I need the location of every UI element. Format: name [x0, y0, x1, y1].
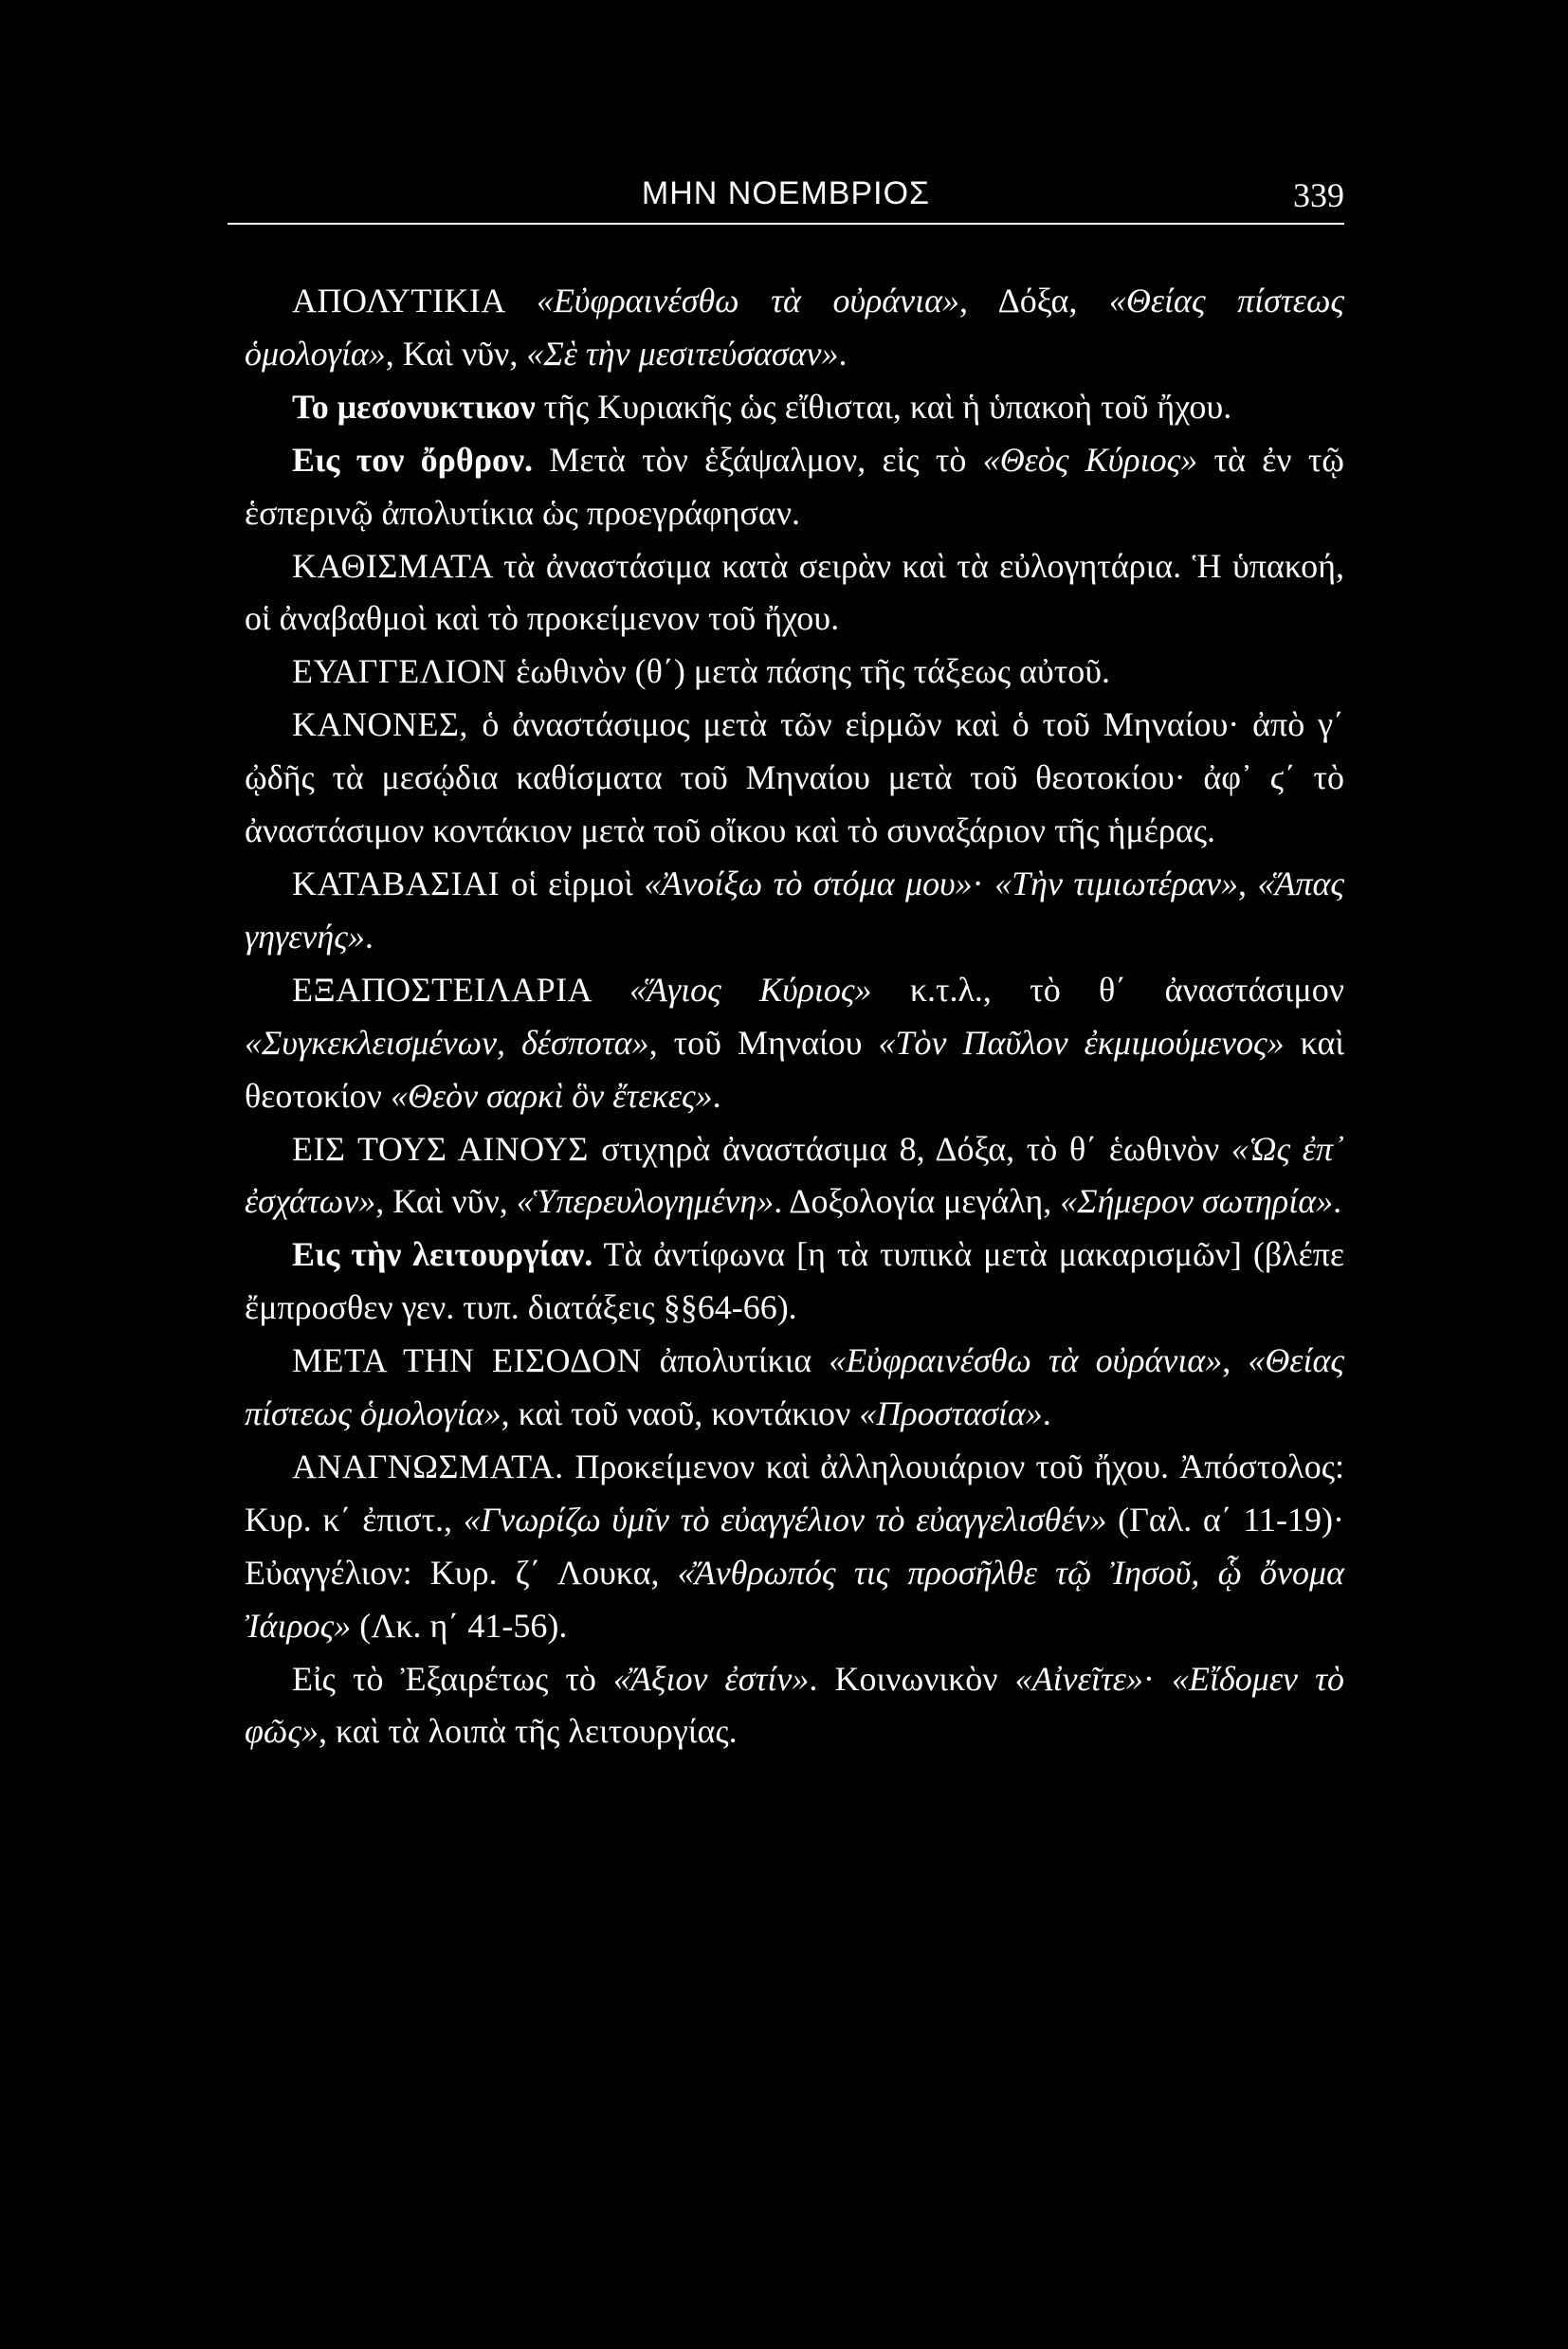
paragraph — [245, 540, 1344, 646]
rubric-label: ΕΙΣ ΤΟΥΣ ΑΙΝΟΥΣ — [292, 1129, 602, 1168]
hymn-incipit: «Ἄξιον ἐστίν» — [613, 1659, 810, 1698]
text-run: Μετὰ τὸν ἑξάψαλμον, εἰς τὸ — [533, 440, 983, 479]
text-run: Προκείμενον καὶ ἀλληλουιάριον τοῦ ἤχου. Ἀπόστολος: Κυρ. κ΄ ἐπιστ., — [245, 1447, 1344, 1539]
running-head — [228, 166, 1344, 225]
rubric-label: ΑΝΑΓΝΩΣΜΑΤΑ. — [292, 1447, 575, 1485]
paragraph — [245, 646, 1344, 699]
hymn-incipit: «Εἴδομεν τὸ φῶς» — [245, 1659, 1344, 1751]
text-run: Τὰ ἀντίφωνα [η τὰ τυπικὰ μετὰ μακαρισμῶν] (βλέπε ἔμπροσθεν γεν. τυπ. διατάξεις §§64-66). — [245, 1235, 1344, 1327]
paragraph — [245, 1229, 1344, 1335]
text-run: , Καὶ νῦν, — [385, 334, 527, 373]
section-heading: Εις τὴν λειτουργίαν. — [292, 1235, 593, 1274]
hymn-incipit: «Θεὸν σαρκὶ ὃν ἔτεκες» — [390, 1076, 713, 1115]
paragraph — [245, 275, 1344, 381]
text-run: , καὶ τὰ λοιπὰ τῆς λειτουργίας. — [318, 1712, 738, 1751]
text-run: . Κοινωνικὸν — [809, 1659, 1015, 1698]
paragraph — [245, 858, 1344, 964]
hymn-incipit: «Θείας πίστεως ὁμολογία» — [245, 1341, 1345, 1433]
hymn-incipit: «Σὲ τὴν μεσιτεύσασαν» — [526, 334, 839, 373]
text-run: Εἰς τὸ Ἐξαιρέτως τὸ — [292, 1659, 614, 1698]
rubric-label: ΜΕΤΑ ΤΗΝ ΕΙΣΟΔΟΝ — [292, 1341, 660, 1380]
text-run: . — [838, 334, 848, 373]
text-run: , Δόξα, — [959, 282, 1109, 319]
text-run: · — [972, 864, 995, 902]
paragraph — [245, 1123, 1344, 1229]
header-rule — [228, 223, 1344, 225]
paragraph — [245, 381, 1344, 434]
text-run: (Λκ. η΄ 41-56). — [351, 1606, 568, 1645]
paragraph — [245, 1653, 1344, 1759]
text-run: ἀπολυτίκια — [659, 1341, 830, 1380]
hymn-incipit: «Προστασία» — [859, 1394, 1043, 1433]
text-run: . — [1333, 1182, 1342, 1221]
hymn-incipit: «Εὐφραινέσθω τὰ οὐράνια» — [829, 1341, 1223, 1380]
text-run: (Γαλ. α΄ 11-19)· Εὐαγγέλιον: Κυρ. ζ΄ Λουκα, — [245, 1500, 1344, 1592]
text-run: τῆς Κυριακῆς ὡς εἴθισται, καὶ ἡ ὑπακοὴ τοῦ ἤχου. — [535, 387, 1232, 426]
section-heading: Εις τον ὄρθρον. — [292, 440, 534, 479]
text-run: καὶ θεοτοκίον — [245, 1023, 1345, 1115]
hymn-incipit: «Τὸν Παῦλον ἐκμιμούμενος» — [878, 1023, 1285, 1062]
hymn-incipit: «Θείας πίστεως ὁμολογία» — [245, 282, 1345, 373]
hymn-incipit: «Θεὸς Κύριος» — [982, 440, 1198, 479]
paragraph — [245, 1441, 1344, 1653]
text-run: κ.τ.λ., τὸ θ΄ ἀναστάσιμον — [871, 970, 1344, 1009]
paragraph — [245, 964, 1344, 1123]
hymn-incipit: «Σήμερον σωτηρία» — [1060, 1182, 1334, 1221]
text-run: , — [1222, 1341, 1249, 1380]
running-title: ΜΗΝ ΝΟΕΜΒΡΙΟΣ — [641, 175, 931, 211]
text-run: ἑωθινὸν (θ΄) μετὰ πάσης τῆς τάξεως αὐτοῦ. — [516, 652, 1111, 691]
text-run: , Καὶ νῦν, — [375, 1182, 517, 1221]
body-text — [245, 275, 1344, 1758]
page-number: 339 — [1293, 176, 1344, 214]
rubric-label: ΕΞΑΠΟΣΤΕΙΛΑΡΙΑ — [292, 970, 629, 1009]
text-run: . — [364, 917, 374, 956]
text-run: , τοῦ Μηναίου — [648, 1023, 879, 1062]
text-run: τὰ ἐν τῷ ἑσπερινῷ ἀπολυτίκια ὡς προεγράφησαν. — [245, 440, 1344, 532]
paragraph — [245, 1335, 1344, 1441]
rubric-label: ΚΑΘΙΣΜΑΤΑ — [292, 546, 504, 585]
hymn-incipit: «Ἀνοίξω τὸ στόμα μου» — [644, 864, 973, 902]
text-run: . — [1042, 1394, 1051, 1433]
hymn-incipit: «Τὴν τιμιωτέραν» — [994, 864, 1239, 902]
hymn-incipit: «Αἰνεῖτε» — [1014, 1659, 1143, 1698]
hymn-incipit: «Ὑπερευλογημένη» — [516, 1182, 775, 1221]
text-run: . Δοξολογία μεγάλη, — [774, 1182, 1061, 1221]
text-run: . — [712, 1076, 721, 1115]
paragraph — [245, 699, 1344, 858]
text-run: τὰ ἀναστάσιμα κατὰ σειρὰν καὶ τὰ εὐλογητάρια. Ἡ ὑπακοή, οἱ ἀναβαθμοὶ καὶ τὸ προκείμενον τοῦ ἤχου. — [245, 546, 1344, 638]
rubric-label: ΕΥΑΓΓΕΛΙΟΝ — [292, 652, 517, 691]
rubric-label: ΑΠΟΛΥΤΙΚΙΑ — [292, 282, 537, 319]
hymn-incipit: «Εὐφραινέσθω τὰ οὐράνια» — [536, 282, 960, 319]
hymn-incipit: «Ἅπας γηγενής» — [245, 864, 1344, 956]
hymn-incipit: «Γνωρίζω ὑμῖν τὸ εὐαγγέλιον τὸ εὐαγγελισθέν» — [463, 1500, 1107, 1539]
rubric-label: ΚΑΝΟΝΕΣ, — [292, 705, 483, 744]
section-heading: Το μεσονυκτικον — [292, 387, 536, 426]
text-run: · — [1142, 1659, 1173, 1698]
hymn-incipit: «Ὡς ἐπ᾽ ἐσχάτων» — [245, 1129, 1344, 1221]
text-run: , — [1238, 864, 1258, 902]
text-run: ὁ ἀναστάσιμος μετὰ τῶν εἱρμῶν καὶ ὁ τοῦ Μηναίου· ἀπὸ γ΄ ᾠδῆς τὰ μεσῴδια καθίσματα τοῦ Μηναίου μετὰ τοῦ θεοτοκίου· ἀφ᾽ ϛ΄ τὸ ἀναστάσιμον κοντάκιον μετὰ τοῦ οἴκου καὶ τὸ συναξάριον τῆς ἡμέρας. — [245, 705, 1344, 850]
rubric-label: ΚΑΤΑΒΑΣΙΑΙ — [292, 864, 512, 902]
hymn-incipit: «Συγκεκλεισμένων, δέσποτα» — [245, 1023, 649, 1062]
hymn-incipit: «Ἅγιος Κύριος» — [629, 970, 872, 1009]
text-run: , καὶ τοῦ ναοῦ, κοντάκιον — [501, 1394, 860, 1433]
paragraph — [245, 434, 1344, 540]
text-run: οἱ εἱρμοὶ — [511, 864, 645, 902]
text-run: στιχηρὰ ἀναστάσιμα 8, Δόξα, τὸ θ΄ ἑωθινὸν — [601, 1129, 1231, 1168]
hymn-incipit: «Ἄνθρωπός τις προσῆλθε τῷ Ἰησοῦ, ᾧ ὄνομα Ἰάιρος» — [245, 1553, 1344, 1645]
